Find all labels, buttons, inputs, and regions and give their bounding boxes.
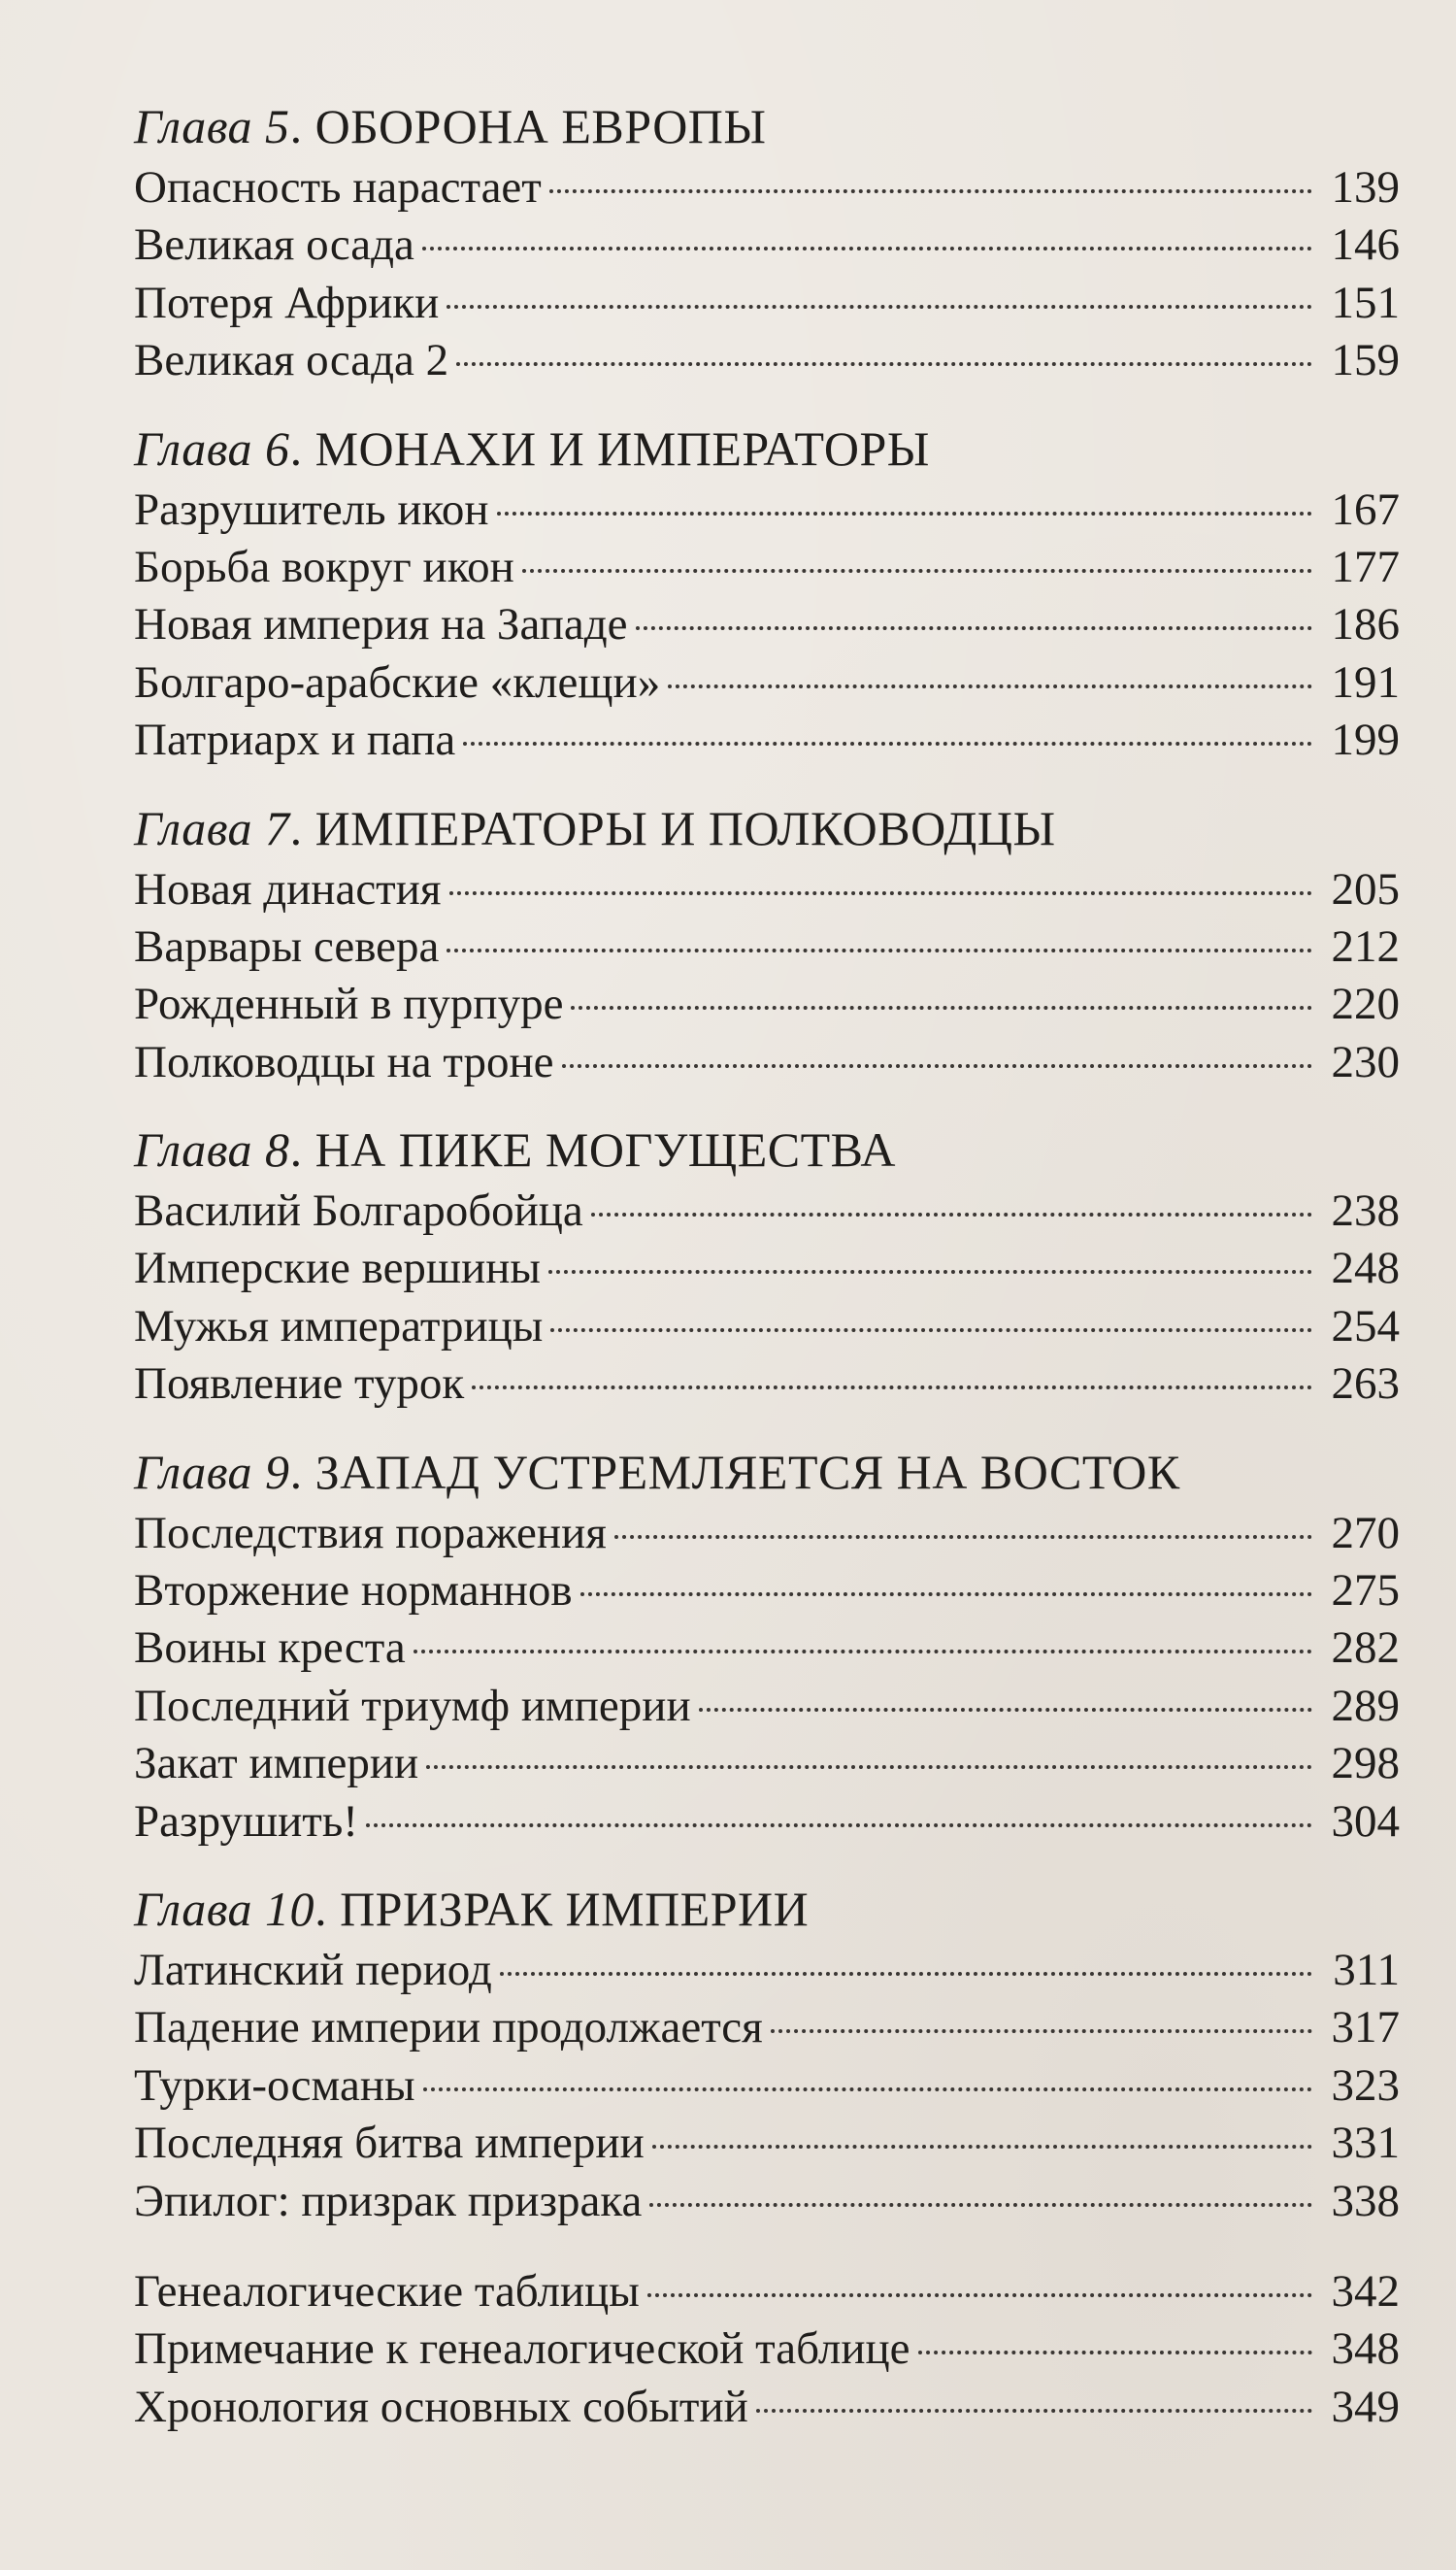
toc-entry[interactable]	[134, 482, 1400, 539]
toc-entry[interactable]	[134, 1183, 1400, 1240]
dot-leader	[522, 569, 1312, 573]
toc-entry[interactable]	[134, 2057, 1400, 2115]
entry-title: Варвары севера	[134, 920, 440, 972]
toc-entry[interactable]	[134, 1240, 1400, 1297]
entry-page-number: 289	[1331, 1680, 1400, 1731]
chapter-label: Глава 6	[134, 420, 290, 476]
entry-title: Падение империи продолжается	[134, 2002, 763, 2053]
chapter-5	[134, 93, 1400, 390]
dot-leader	[591, 1213, 1312, 1217]
entry-title: Великая осада 2	[134, 335, 449, 386]
dot-leader	[449, 891, 1313, 895]
dot-leader	[463, 742, 1312, 746]
chapter-label: Глава 10	[134, 1881, 315, 1936]
toc-entry[interactable]	[134, 861, 1400, 918]
toc-entry[interactable]	[134, 712, 1400, 769]
entry-page-number: 263	[1331, 1358, 1400, 1410]
dot-leader	[447, 949, 1312, 952]
dot-leader	[548, 1270, 1312, 1274]
dot-leader	[422, 247, 1312, 250]
entry-page-number: 275	[1331, 1565, 1400, 1617]
dot-leader	[699, 1708, 1312, 1712]
entry-page-number: 167	[1331, 484, 1400, 535]
entry-title: Рожденный в пурпуре	[134, 979, 564, 1030]
entry-page-number: 317	[1331, 2002, 1400, 2053]
dot-leader	[472, 1385, 1312, 1389]
dot-leader	[423, 2087, 1312, 2091]
dot-leader	[647, 2293, 1312, 2297]
toc-entry[interactable]	[134, 159, 1400, 217]
chapter-title: ОБОРОНА ЕВРОПЫ	[314, 99, 767, 153]
toc-entry[interactable]	[134, 976, 1400, 1033]
toc-entry[interactable]	[134, 2115, 1400, 2172]
entry-page-number: 298	[1331, 1738, 1400, 1789]
entry-title: Патриарх и папа	[134, 715, 456, 766]
entry-page-number: 191	[1331, 656, 1400, 708]
entry-page-number: 304	[1331, 1795, 1400, 1847]
entry-title: Вторжение норманнов	[134, 1565, 573, 1617]
toc-entry[interactable]	[134, 2173, 1400, 2230]
dot-leader	[668, 684, 1312, 688]
entry-page-number: 212	[1331, 920, 1400, 972]
chapter-heading: Глава 10. ПРИЗРАК ИМПЕРИИ	[134, 1881, 810, 1936]
chapter-heading: Глава 7. ИМПЕРАТОРЫ И ПОЛКОВОДЦЫ	[134, 800, 1056, 855]
entry-title: Василий Болгаробойца	[134, 1185, 583, 1237]
dot-leader	[649, 2203, 1312, 2207]
entry-page-number: 331	[1331, 2118, 1400, 2169]
entry-page-number: 186	[1331, 599, 1400, 651]
entry-title: Полководцы на троне	[134, 1036, 554, 1087]
entry-page-number: 338	[1331, 2175, 1400, 2226]
dot-leader	[636, 626, 1312, 630]
dot-leader	[549, 189, 1312, 193]
entry-page-number: 254	[1331, 1300, 1400, 1352]
chapter-heading: Глава 5. ОБОРОНА ЕВРОПЫ	[134, 99, 767, 153]
entry-title: Эпилог: призрак призрака	[134, 2175, 643, 2226]
dot-leader	[614, 1535, 1312, 1539]
entry-page-number: 248	[1331, 1243, 1400, 1294]
dot-leader	[366, 1823, 1312, 1827]
toc-entry[interactable]	[134, 332, 1400, 389]
chapter-heading: Глава 6. МОНАХИ И ИМПЕРАТОРЫ	[134, 420, 930, 476]
toc-entry[interactable]	[134, 1562, 1400, 1619]
chapter-7	[134, 795, 1400, 1092]
entry-page-number: 238	[1331, 1185, 1400, 1237]
chapter-title: НА ПИКЕ МОГУЩЕСТВА	[314, 1122, 896, 1178]
chapter-title: ИМПЕРАТОРЫ И ПОЛКОВОДЦЫ	[314, 800, 1056, 855]
entry-page-number: 230	[1331, 1036, 1400, 1087]
entry-page-number: 146	[1331, 219, 1400, 271]
toc-entry[interactable]	[134, 1505, 1400, 1562]
entry-title: Последняя битва империи	[134, 2118, 645, 2169]
chapter-title: ЗАПАД УСТРЕМЛЯЕТСЯ НА ВОСТОК	[314, 1444, 1180, 1499]
chapter-title: МОНАХИ И ИМПЕРАТОРЫ	[314, 420, 930, 476]
entry-title: Появление турок	[134, 1358, 465, 1410]
toc-entry[interactable]	[134, 2320, 1400, 2378]
entry-page-number: 220	[1331, 979, 1400, 1030]
entry-page-number: 311	[1333, 1944, 1400, 1995]
entry-title: Воины креста	[134, 1622, 406, 1674]
entry-title: Великая осада	[134, 219, 414, 271]
dot-leader	[771, 2029, 1312, 2033]
dot-leader	[456, 362, 1312, 366]
toc-entry[interactable]	[134, 918, 1400, 976]
entry-title: Новая империя на Западе	[134, 599, 628, 651]
entry-page-number: 139	[1331, 162, 1400, 213]
entry-page-number: 323	[1331, 2059, 1400, 2111]
toc-entry[interactable]	[134, 1619, 1400, 1677]
entry-page-number: 151	[1331, 277, 1400, 328]
entry-title: Потеря Африки	[134, 277, 440, 328]
entry-title: Хронология основных событий	[134, 2381, 748, 2432]
dot-leader	[918, 2351, 1312, 2354]
entry-page-number: 205	[1331, 863, 1400, 915]
toc-entry[interactable]	[134, 1034, 1400, 1091]
toc-entry[interactable]	[134, 217, 1400, 274]
toc-entry[interactable]	[134, 275, 1400, 332]
entry-title: Болгаро-арабские «клещи»	[134, 656, 661, 708]
chapter-label: Глава 5	[134, 99, 290, 153]
chapter-6	[134, 416, 1400, 770]
chapter-9	[134, 1439, 1400, 1851]
entry-title: Новая династия	[134, 863, 442, 915]
entry-page-number: 270	[1331, 1507, 1400, 1558]
chapter-label: Глава 7	[134, 800, 290, 855]
entry-title: Генеалогические таблицы	[134, 2265, 640, 2317]
toc-entry[interactable]	[134, 539, 1400, 596]
entry-title: Латинский период	[134, 1944, 492, 1995]
toc-entry[interactable]	[134, 1999, 1400, 2056]
dot-leader	[756, 2409, 1312, 2413]
chapter-title: ПРИЗРАК ИМПЕРИИ	[340, 1881, 810, 1936]
entry-page-number: 282	[1331, 1622, 1400, 1674]
entry-page-number: 159	[1331, 335, 1400, 386]
toc-entry[interactable]	[134, 1355, 1400, 1413]
entry-page-number: 199	[1331, 715, 1400, 766]
toc-entry[interactable]	[134, 1678, 1400, 1735]
chapter-heading: Глава 8. НА ПИКЕ МОГУЩЕСТВА	[134, 1122, 896, 1178]
toc-entry[interactable]	[134, 1298, 1400, 1355]
toc-entry[interactable]	[134, 1942, 1400, 1999]
entry-title: Разрушитель икон	[134, 484, 489, 535]
entry-title: Последствия поражения	[134, 1507, 607, 1558]
dot-leader	[652, 2145, 1312, 2149]
dot-leader	[426, 1765, 1312, 1769]
dot-leader	[447, 305, 1312, 309]
entry-title: Борьба вокруг икон	[134, 541, 514, 592]
chapter-label: Глава 9	[134, 1444, 290, 1499]
dot-leader	[562, 1064, 1312, 1068]
chapter-heading: Глава 9. ЗАПАД УСТРЕМЛЯЕТСЯ НА ВОСТОК	[134, 1444, 1180, 1499]
dot-leader	[500, 1972, 1312, 1976]
dot-leader	[414, 1650, 1312, 1653]
entry-page-number: 342	[1331, 2265, 1400, 2317]
entry-title: Закат империи	[134, 1738, 419, 1789]
entry-page-number: 177	[1331, 541, 1400, 592]
dot-leader	[550, 1328, 1312, 1332]
entry-title: Разрушить!	[134, 1795, 358, 1847]
entry-title: Примечание к генеалогической таблице	[134, 2323, 910, 2375]
entry-title: Мужья императрицы	[134, 1300, 544, 1352]
toc-entry[interactable]	[134, 2263, 1400, 2320]
dot-leader	[571, 1006, 1312, 1010]
dot-leader	[497, 512, 1312, 516]
entry-title: Последний триумф империи	[134, 1680, 691, 1731]
entry-title: Турки-османы	[134, 2059, 415, 2111]
toc-entry[interactable]	[134, 596, 1400, 653]
toc-entry[interactable]	[134, 654, 1400, 712]
toc-entry[interactable]	[134, 1793, 1400, 1851]
entry-title: Имперские вершины	[134, 1243, 542, 1294]
table-of-contents	[134, 93, 1400, 2436]
dot-leader	[580, 1592, 1312, 1596]
appendix-section	[134, 2263, 1400, 2436]
toc-entry[interactable]	[134, 1735, 1400, 1792]
toc-entry[interactable]	[134, 2379, 1400, 2436]
chapter-8	[134, 1117, 1400, 1414]
entry-page-number: 349	[1331, 2381, 1400, 2432]
entry-title: Опасность нарастает	[134, 162, 542, 213]
chapter-10	[134, 1876, 1400, 2230]
chapter-label: Глава 8	[134, 1122, 290, 1178]
entry-page-number: 348	[1331, 2323, 1400, 2375]
